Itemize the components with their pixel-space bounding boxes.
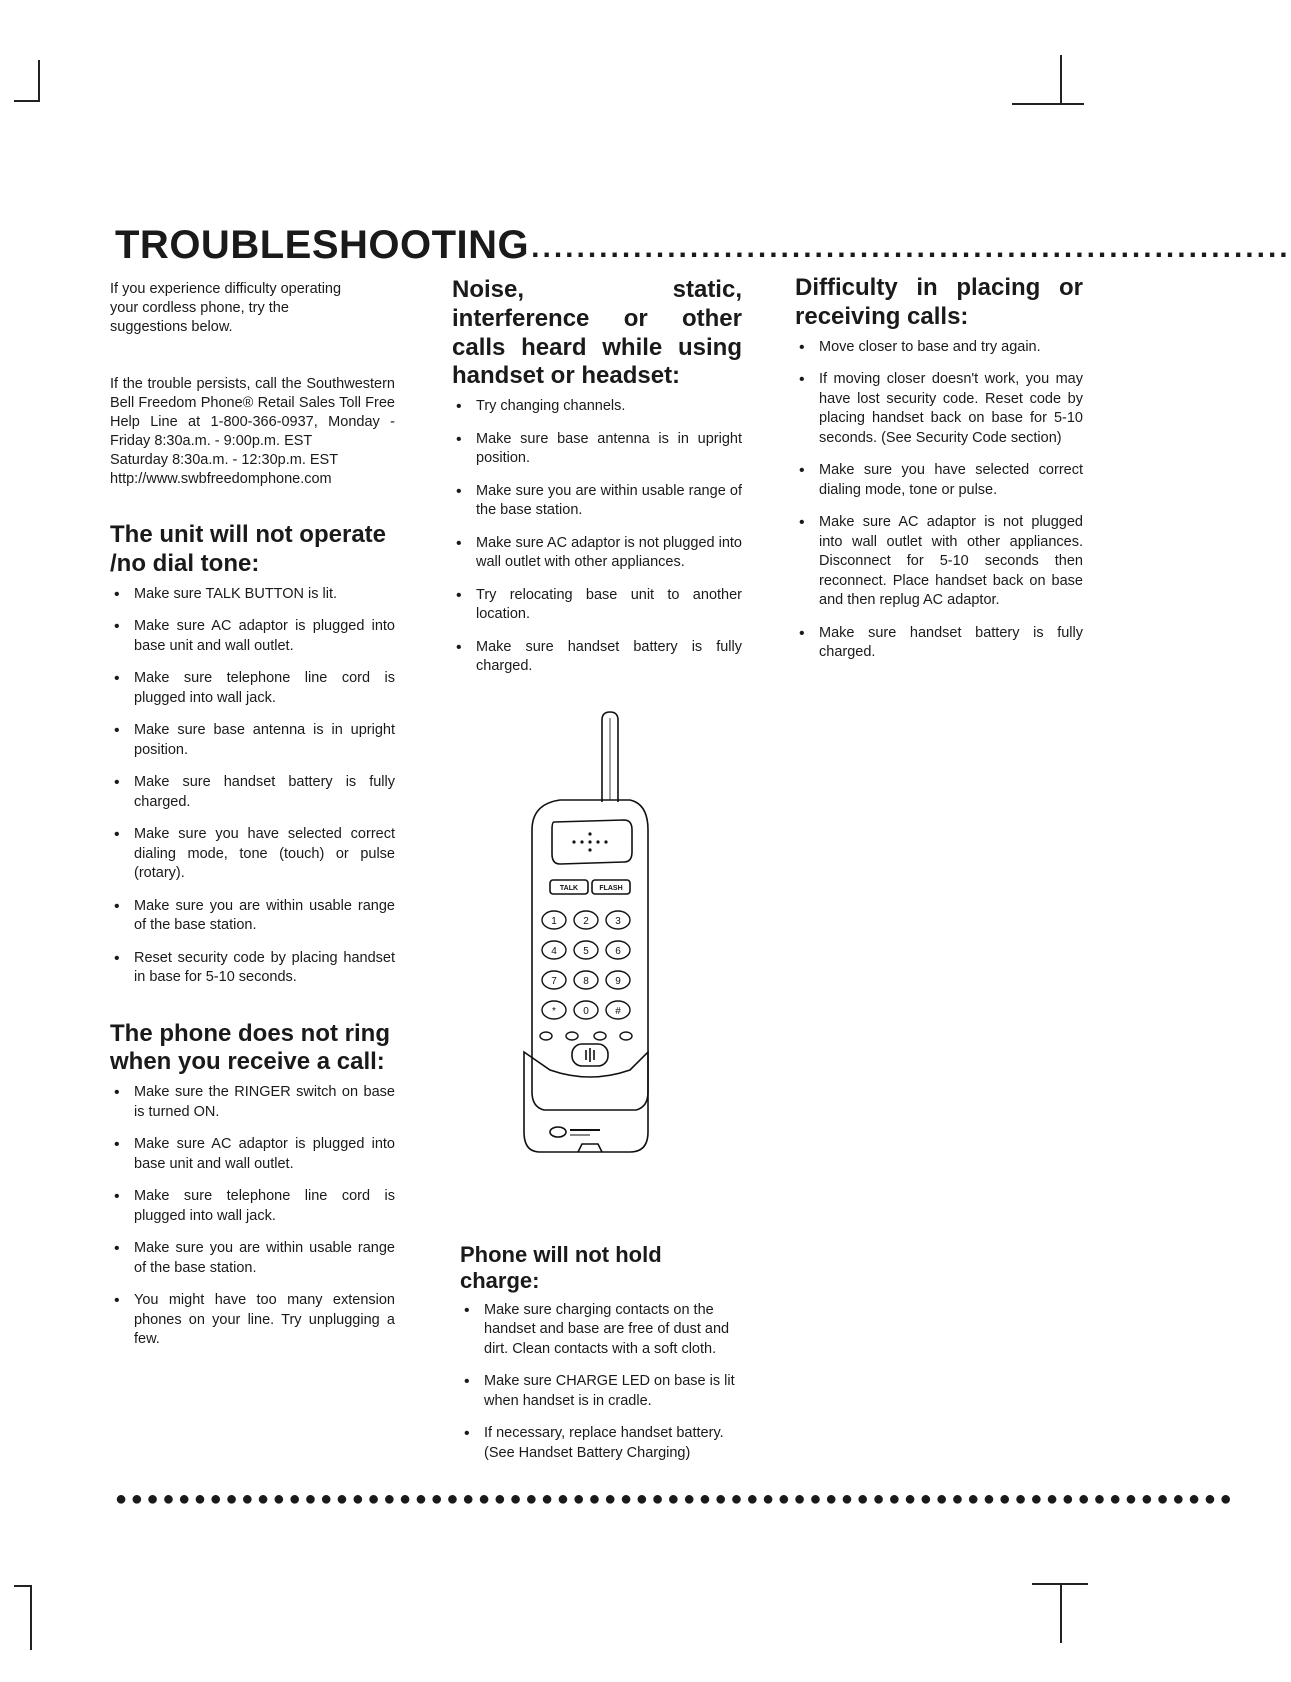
difficulty-list [795, 338, 1083, 663]
list-item: • If necessary, replace handset battery. (See Handset Battery Charging) [460, 1424, 745, 1463]
left-column [110, 280, 395, 1363]
section-title-no-dial-tone: The unit will not operate /no dial tone: [110, 521, 386, 577]
list-item: • Reset security code by placing handset in base for 5-10 seconds. [110, 949, 395, 988]
section-title-charge: Phone will not hold charge: [460, 1242, 662, 1294]
list-item: • Make sure you are within usable range of the base station. [110, 1239, 395, 1278]
bottom-dotted-rule: ●●●●●●●●●●●●●●●●●●●●●●●●●●●●●●●●●●●●●●●●●●●●●●●●●●●●●●●●●●●●●●●●●●●●●●● [115, 1488, 1236, 1510]
list-item: • Make sure AC adaptor is plugged into base unit and wall outlet. [110, 617, 395, 656]
crop-mark-bottom-right-v [1060, 1583, 1062, 1643]
list-item: • Make sure base antenna is in upright position. [452, 430, 742, 469]
key-8: 8 [583, 976, 589, 987]
page-title: TROUBLESHOOTING [115, 223, 530, 267]
section-title-noise: Noise, static, interference or other calls heard while using handset or headset: [452, 276, 742, 390]
crop-mark-bottom-left-h [14, 1585, 32, 1587]
list-item: • Make sure AC adaptor is not plugged into wall outlet with other appliances. [452, 534, 742, 573]
list-item: • Try relocating base unit to another location. [452, 586, 742, 625]
list-item: • You might have too many extension phones on your line. Try unplugging a few. [110, 1291, 395, 1350]
charge-section [460, 1242, 745, 1476]
list-item: • Make sure you are within usable range of the base station. [452, 482, 742, 521]
key-9: 9 [615, 976, 621, 987]
list-item: • Make sure you are within usable range of the base station. [110, 897, 395, 936]
crop-mark-bottom-left-v [30, 1585, 32, 1650]
list-item: • Make sure telephone line cord is plugged into wall jack. [110, 669, 395, 708]
list-item: • Make sure AC adaptor is plugged into base unit and wall outlet. [110, 1135, 395, 1174]
list-item: • Make sure handset battery is fully charged. [452, 638, 742, 677]
list-item: • Try changing channels. [452, 397, 742, 417]
key-6: 6 [615, 946, 621, 957]
no-dial-tone-list [110, 585, 395, 988]
crop-mark-top-right-v [1060, 55, 1062, 105]
list-item: • Make sure TALK BUTTON is lit. [110, 585, 395, 605]
title-leader-dots: ................................................................... [531, 231, 1291, 264]
list-item: • Make sure handset battery is fully charged. [795, 624, 1083, 663]
key-4: 4 [551, 946, 557, 957]
crop-mark-top-left-h [14, 100, 40, 102]
crop-mark-top-right-h [1012, 103, 1084, 105]
key-pound: # [615, 1006, 621, 1017]
list-item: • If moving closer doesn't work, you may have lost security code. Reset code by placing handset back on base for 5-10 seconds. (See Security Code section) [795, 370, 1083, 448]
key-star: * [552, 1006, 556, 1017]
key-7: 7 [551, 976, 557, 987]
crop-mark-top-left-v [38, 60, 40, 102]
saturday-hours: Saturday 8:30a.m. - 12:30p.m. EST [110, 452, 339, 468]
list-item: • Make sure CHARGE LED on base is lit when handset is in cradle. [460, 1372, 745, 1411]
no-ring-list [110, 1083, 395, 1350]
key-1: 1 [551, 916, 557, 927]
charge-list [460, 1301, 745, 1464]
talk-key-label: TALK [559, 885, 579, 892]
cordless-phone-illustration [520, 712, 650, 1192]
help-line-text: If the trouble persists, call the Southwestern Bell Freedom Phone® Retail Sales Toll Free Help Line at 1-800-366-0937, Monday - Friday 8:30a.m. - 9:00p.m. EST [110, 376, 395, 449]
list-item: • Make sure you have selected correct dialing mode, tone or pulse. [795, 461, 1083, 500]
list-item: • Make sure base antenna is in upright position. [110, 721, 395, 760]
list-item: • Move closer to base and try again. [795, 338, 1083, 358]
title-row [115, 205, 1291, 267]
list-item: • Make sure telephone line cord is plugged into wall jack. [110, 1187, 395, 1226]
right-column [795, 274, 1083, 676]
key-2: 2 [583, 916, 589, 927]
section-title-no-ring: The phone does not ring when you receive a call: [110, 1019, 390, 1076]
section-title-difficulty: Difficulty in placing or receiving calls: [795, 274, 1083, 330]
flash-key-label: FLASH [599, 885, 623, 892]
help-url: http://www.swbfreedomphone.com [110, 471, 332, 487]
list-item: • Make sure charging contacts on the handset and base are free of dust and dirt. Clean contacts with a soft cloth. [460, 1301, 745, 1360]
intro-text: If you experience difficulty operating your cordless phone, try the suggestions below. [110, 281, 342, 335]
list-item: • Make sure you have selected correct dialing mode, tone (touch) or pulse (rotary). [110, 825, 395, 884]
list-item: • Make sure handset battery is fully charged. [110, 773, 395, 812]
list-item: • Make sure AC adaptor is not plugged into wall outlet with other appliances. Disconnect for 5-10 seconds then reconnect. Place handset back on base and then replug AC adaptor. [795, 513, 1083, 611]
key-5: 5 [583, 946, 589, 957]
key-3: 3 [615, 916, 621, 927]
middle-column [452, 276, 742, 690]
list-item: • Make sure the RINGER switch on base is turned ON. [110, 1083, 395, 1122]
key-0: 0 [583, 1006, 589, 1017]
noise-list [452, 397, 742, 677]
